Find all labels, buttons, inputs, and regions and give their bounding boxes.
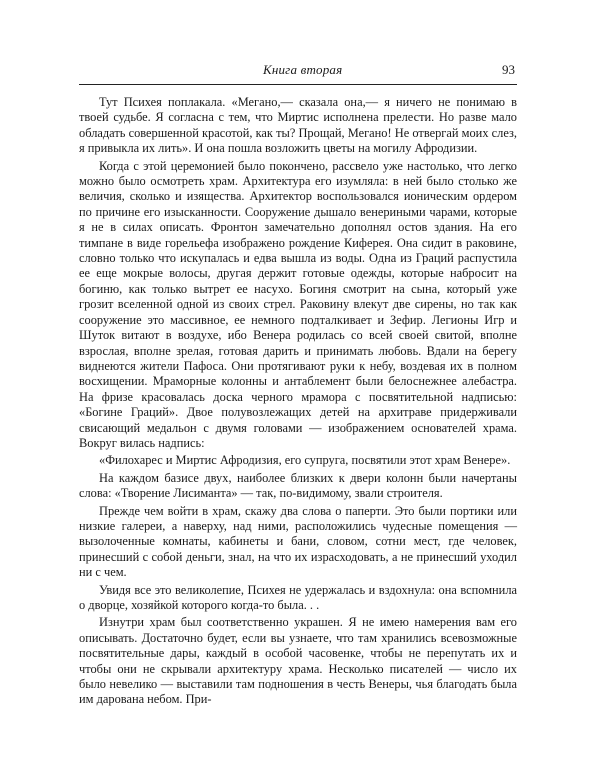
paragraph: Изнутри храм был соответственно украшен. Я не имею намерения вам его описывать. Достаточно будет, если вы узнаете, что там хранились всевозможные посвятительные дары, каждый в особой часовенке, чтобы не перепутать их и чтобы они не скрывали архитектуру храма. Несколько писателей — число их было невелико — выставили там подношения в честь Венеры, чья благодать была им дарована небом. При- — [79, 615, 517, 707]
page-header — [79, 60, 517, 85]
paragraph: Увидя все это великолепие, Психея не удержалась и вздохнула: она вспомнила о дворце, хозяйкой которого когда-то была. . . — [79, 582, 517, 612]
paragraph: «Филохарес и Миртис Афродизия, его супруга, посвятили этот храм Венере». — [99, 453, 511, 468]
paragraph: На каждом базисе двух, наиболее близких к двери колонн были начертаны слова: «Творение Лисиманта» — так, по-видимому, звали строителя. — [79, 470, 517, 501]
page-number: 93 — [502, 62, 515, 77]
body-text — [79, 95, 517, 708]
paragraph: Прежде чем войти в храм, скажу два слова о паперти. Это были портики или низкие галереи, а наверху, над ними, расположились чудесные помещения — вызолоченные комнаты, кабинеты и бани, словом, сотни мест, где человек, принесший с собой деньги, знал, на что их израсходовать, а не принесший уходил ни с чем. — [79, 503, 517, 580]
paragraph: Когда с этой церемонией было покончено, рассвело уже настолько, что легко можно было осмотреть храм. Архитектура его изумляла: в ней было столько же величия, сколько и изящества. Архитектор воспользовался ионическим ордером по причине его изысканности. Сооружение дышало венериными чарами, которые я не в силах описать. Фронтон замечательно дополнял остов здания. На его тимпане в виде горельефа изображено рождение Киферея. Она сидит в раковине, словно только что искупалась и едва вышла из воды. Одна из Граций распустила ее еще мокрые волосы, другая держит готовые одежды, которые набросит на богиню, как только вытрет ее насухо. Богиня смотрит на сына, который уже грозит вселенной одной из своих стрел. Раковину влекут две сирены, но так как сооружение это массивное, ее немного подталкивает и Зефир. Легионы Игр и Шуток витают в воздухе, ибо Венера родилась со всей своей свитой, вполне взрослая, вполне зрелая, готовая дарить и принимать любовь. Вдали на берегу виднеются жители Пафоса. Они протягивают руки к небу, воздевая их в полном восхищении. Мраморные колонны и антаблемент были белоснежнее алебастра. На фризе красовалась доска черного мрамора с посвятительной надписью: «Богине Граций». Двое полувозлежащих детей на архитраве придерживали свисающий медальон с двумя головами — изображением основателей храма. Вокруг вилась надпись: — [79, 158, 517, 450]
paragraph: Тут Психея поплакала. «Мегано,— сказала она,— я ничего не понимаю в твоей судьбе. Я согласна с тем, что Миртис исполнена прелести. Но разве мало обладать совершенной красотой, как ты? Прощай, Мегано! Не отвергай моих слез, я привыкла их лить». И она пошла возложить цветы на могилу Афродизии. — [79, 95, 517, 156]
running-title: Книга вторая — [263, 62, 343, 77]
